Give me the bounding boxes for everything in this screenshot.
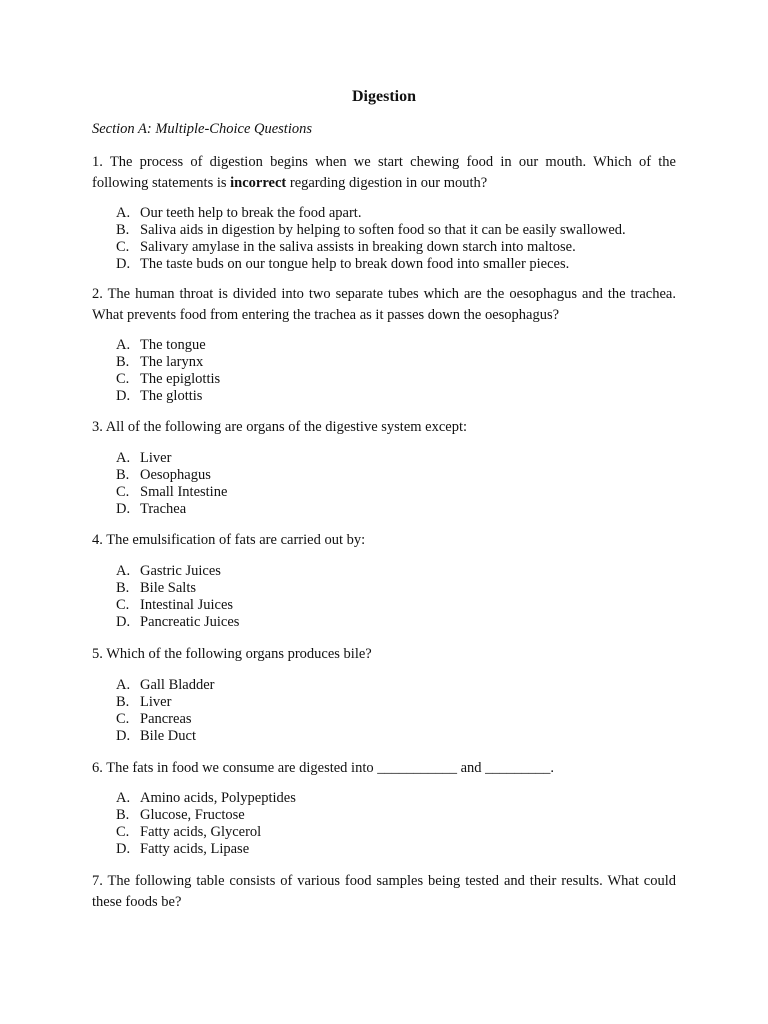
option-d[interactable] (116, 728, 215, 745)
option-text: Pancreatic Juices (140, 614, 240, 630)
question-2-stem: 2. The human throat is divided into two separate tubes which are the oesophagus and the trachea. What prevents food from entering the trachea as it passes down the oesophagus? (92, 286, 676, 323)
option-text: Fatty acids, Lipase (140, 841, 250, 857)
option-letter: D. (116, 614, 131, 630)
question-3-stem: 3. All of the following are organs of the digestive system except: (92, 419, 468, 435)
option-text: Bile Duct (140, 728, 196, 744)
option-letter: B. (116, 467, 130, 483)
option-d[interactable] (116, 388, 220, 405)
question-4-options (116, 563, 239, 631)
question-1-stem-text-end: regarding digestion in our mouth? (289, 175, 488, 191)
option-d[interactable] (116, 501, 227, 518)
option-text: The taste buds on our tongue help to break down food into smaller pieces. (140, 256, 570, 272)
option-c[interactable] (116, 484, 227, 501)
option-letter: D. (116, 728, 131, 744)
option-a[interactable] (116, 450, 227, 467)
option-text: Oesophagus (140, 467, 211, 483)
option-b[interactable] (116, 580, 239, 597)
option-letter: C. (116, 711, 130, 727)
option-b[interactable] (116, 467, 227, 484)
option-text: Saliva aids in digestion by helping to soften food so that it can be easily swallowed. (140, 222, 626, 238)
option-letter: B. (116, 694, 130, 710)
option-c[interactable] (116, 824, 296, 841)
option-text: Bile Salts (140, 580, 196, 596)
option-text: Our teeth help to break the food apart. (140, 205, 362, 221)
option-b[interactable] (116, 354, 220, 371)
option-a[interactable] (116, 337, 220, 354)
option-b[interactable] (116, 694, 215, 711)
option-text: The epiglottis (140, 371, 221, 387)
question-1-stem (92, 152, 676, 194)
option-letter: D. (116, 256, 131, 272)
question-5-options (116, 677, 215, 745)
option-letter: C. (116, 239, 130, 255)
option-d[interactable] (116, 841, 296, 858)
question-4-stem: 4. The emulsification of fats are carried out by: (92, 532, 366, 548)
option-c[interactable] (116, 711, 215, 728)
question-6-stem: 6. The fats in food we consume are digested into ___________ and _________. (92, 760, 555, 776)
option-d[interactable] (116, 256, 626, 273)
option-text: The tongue (140, 337, 206, 353)
option-text: Intestinal Juices (140, 597, 234, 613)
option-letter: C. (116, 371, 130, 387)
question-1-emphasis: incorrect (230, 175, 287, 191)
option-c[interactable] (116, 597, 239, 614)
option-text: Fatty acids, Glycerol (140, 824, 262, 840)
option-c[interactable] (116, 371, 220, 388)
option-letter: D. (116, 501, 131, 517)
option-text: Trachea (140, 501, 187, 517)
option-text: Pancreas (140, 711, 192, 727)
option-text: Amino acids, Polypeptides (140, 790, 296, 806)
option-letter: A. (116, 677, 131, 693)
question-5-stem: 5. Which of the following organs produces bile? (92, 646, 372, 662)
question-3-options (116, 450, 227, 518)
section-heading: Section A: Multiple-Choice Questions (92, 121, 313, 137)
option-a[interactable] (116, 205, 626, 222)
option-letter: B. (116, 580, 130, 596)
option-text: Liver (140, 450, 172, 466)
option-text: The glottis (140, 388, 203, 404)
option-d[interactable] (116, 614, 239, 631)
option-text: Glucose, Fructose (140, 807, 245, 823)
option-letter: C. (116, 597, 130, 613)
option-text: Liver (140, 694, 172, 710)
option-letter: C. (116, 824, 130, 840)
option-letter: A. (116, 450, 131, 466)
page-title: Digestion (352, 88, 416, 105)
option-letter: B. (116, 354, 130, 370)
option-letter: A. (116, 205, 131, 221)
option-letter: A. (116, 790, 131, 806)
option-text: Small Intestine (140, 484, 228, 500)
option-letter: D. (116, 841, 131, 857)
question-6-options (116, 790, 296, 858)
option-letter: B. (116, 222, 130, 238)
question-1-options (116, 205, 626, 273)
option-a[interactable] (116, 790, 296, 807)
question-1-stem-text: 1. The process of digestion begins when we start chewing food in our mouth. Which of the following statements is (92, 154, 676, 191)
option-letter: C. (116, 484, 130, 500)
option-text: Gall Bladder (140, 677, 215, 693)
option-text: The larynx (140, 354, 204, 370)
option-c[interactable] (116, 239, 626, 256)
option-letter: A. (116, 563, 131, 579)
option-text: Gastric Juices (140, 563, 221, 579)
option-a[interactable] (116, 677, 215, 694)
option-letter: B. (116, 807, 130, 823)
question-2-options (116, 337, 220, 405)
option-a[interactable] (116, 563, 239, 580)
option-letter: A. (116, 337, 131, 353)
option-text: Salivary amylase in the saliva assists in breaking down starch into maltose. (140, 239, 576, 255)
option-letter: D. (116, 388, 131, 404)
option-b[interactable] (116, 807, 296, 824)
option-b[interactable] (116, 222, 626, 239)
question-7-stem: 7. The following table consists of various food samples being tested and their results. What could these foods be? (92, 873, 676, 910)
